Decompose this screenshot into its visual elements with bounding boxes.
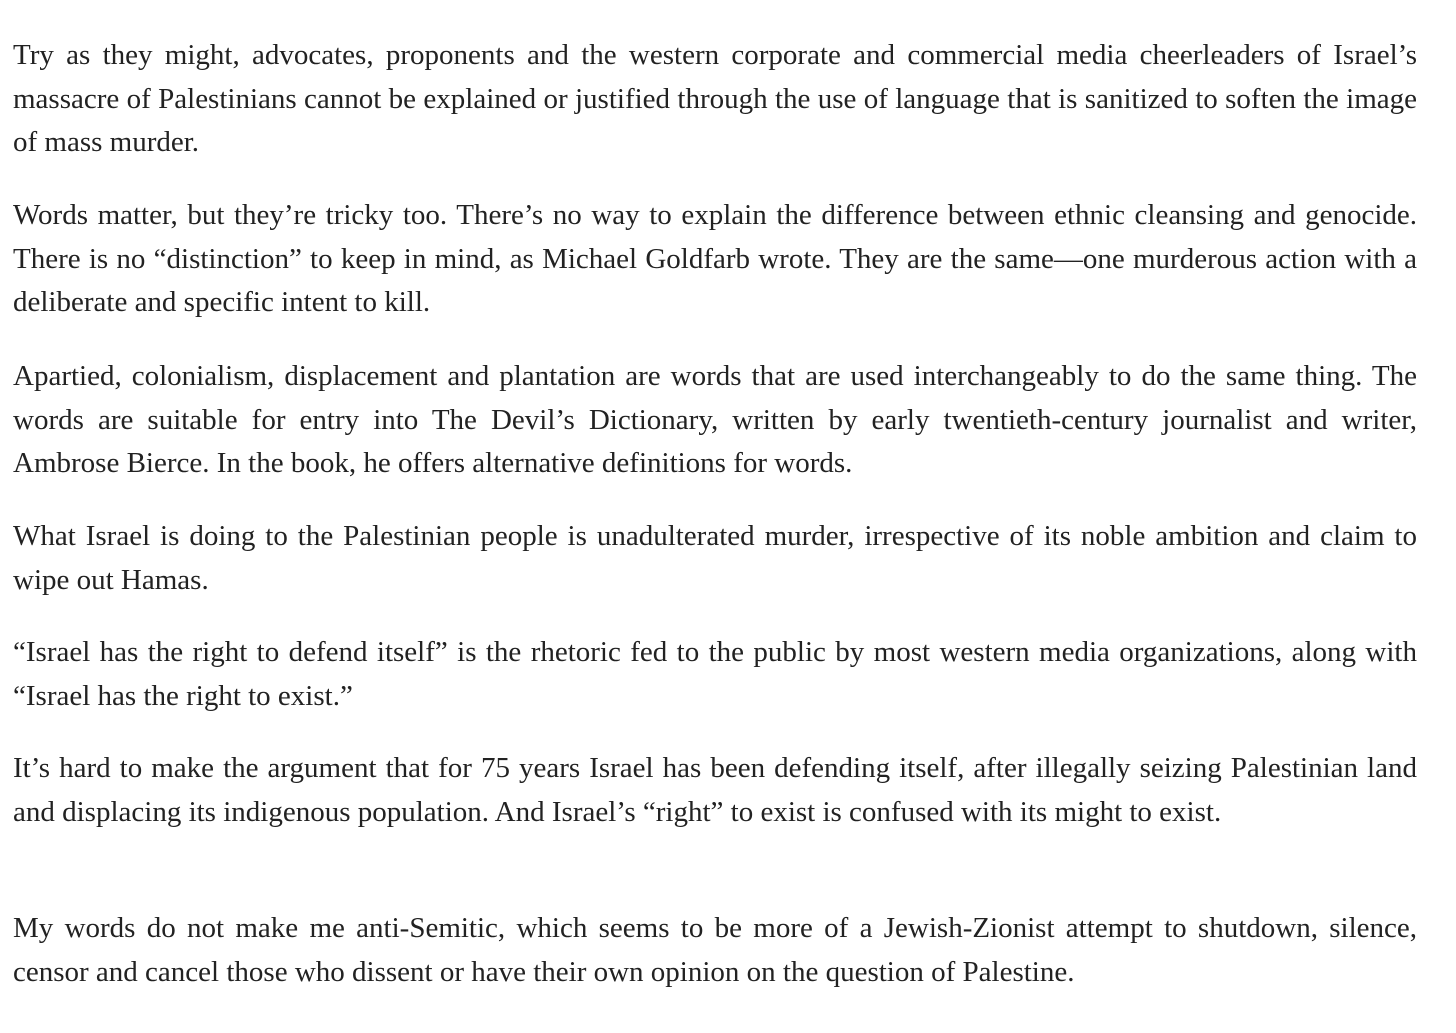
paragraph-6: It’s hard to make the argument that for 75 years Israel has been defending itself, after illegally seizing Palestinian land and displacing its indigenous population. And Israel’s “right” to exist is confused with its might to exist. <box>13 752 1417 828</box>
paragraph-4: What Israel is doing to the Palestinian people is unadulterated murder, irrespective of its noble ambition and claim to wipe out Hamas. <box>13 520 1417 596</box>
paragraph-1: Try as they might, advocates, proponents and the western corporate and commercial media cheerleaders of Israel’s massacre of Palestinians cannot be explained or justified through the use of language that is sanitized to soften the image of mass murder. <box>13 39 1417 158</box>
paragraph-2: Words matter, but they’re tricky too. There’s no way to explain the difference between ethnic cleansing and genocide. There is no “distinction” to keep in mind, as Michael Goldfarb wrote. They are the same—one murderous action with a deliberate and specific intent to kill. <box>13 199 1417 318</box>
paragraph-3: Apartied, colonialism, displacement and plantation are words that are used interchangeably to do the same thing. The words are suitable for entry into The Devil’s Dictionary, written by early twentieth-century journalist and writer, Ambrose Bierce. In the book, he offers alternative definitions for words. <box>13 360 1417 479</box>
paragraph-7: My words do not make me anti-Semitic, which seems to be more of a Jewish-Zionist attempt to shutdown, silence, censor and cancel those who dissent or have their own opinion on the question of Palestine. <box>13 912 1417 988</box>
paragraph-5: “Israel has the right to defend itself” is the rhetoric fed to the public by most western media organizations, along with “Israel has the right to exist.” <box>13 636 1417 712</box>
